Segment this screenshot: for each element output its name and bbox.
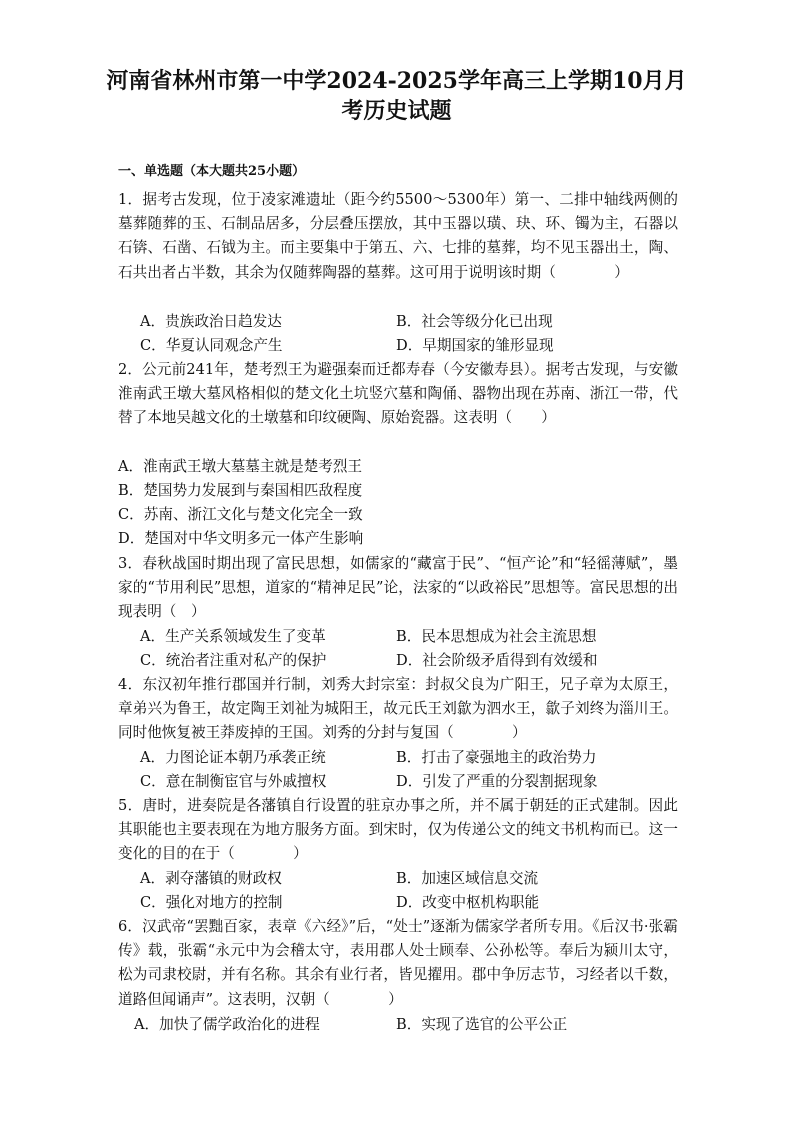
question-1-option-b[interactable]: B．社会等级分化已出现: [396, 313, 553, 330]
question-4-options-row-2: [140, 770, 680, 794]
question-3-option-c[interactable]: C．统治者注重对私产的保护: [140, 652, 327, 669]
exam-title-line-2: 考历史试题: [341, 98, 452, 124]
question-2-option-d[interactable]: D．楚国对中华文明多元一体产生影响: [118, 530, 364, 547]
question-4-option-c[interactable]: C．意在制衡宦官与外戚擅权: [140, 773, 327, 790]
exam-title-line-1: 河南省林州市第一中学2024-2025学年高三上学期10月月: [106, 68, 687, 94]
question-6-option-b[interactable]: B．实现了选官的公平公正: [396, 1016, 568, 1033]
question-3-stem: 3．春秋战国时期出现了富民思想，如儒家的“藏富于民”、“恒产论”和“轻徭薄赋”，墨家的“节用利民”思想，道家的“精神足民”论，法家的“以政裕民”思想等。富民思想的出现表明（ ）: [118, 555, 678, 621]
question-1-option-d[interactable]: D．早期国家的雏形显现: [396, 337, 554, 354]
question-1-stem: 1．据考古发现，位于凌家滩遗址（距今约5500～5300年）第一、二排中轴线两侧的墓葬随葬的玉、石制品居多，分层叠压摆放，其中玉器以璜、玦、环、镯为主，石器以石锛、石凿、石钺为主。而主要集中于第五、六、七排的墓葬，均不见玉器出土，陶、石共出者占半数，其余为仅随葬陶器的墓葬。这可用于说明该时期（ ）: [118, 191, 678, 281]
question-4-option-a[interactable]: A．力图论证本朝乃承袭正统: [140, 749, 326, 766]
question-1-options-row-2: [140, 334, 680, 358]
question-6-stem: 6．汉武帝“罢黜百家，表章《六经》”后，“处士”逐渐为儒家学者所专用。《后汉书·张霸传》载，张霸“永元中为会稽太守，表用郡人处士顾奉、公孙松等。奉后为颍川太守，松为司隶校尉，并有名称。其余有业行者，皆见擢用。郡中争厉志节，习经者以千数，道路但闻诵声”。这表明，汉朝（ ）: [118, 918, 678, 1008]
section-heading: 一、单选题（本大题共25小题）: [118, 164, 306, 179]
question-2-option-a[interactable]: A．淮南武王墩大墓墓主就是楚考烈王: [118, 458, 363, 475]
question-1-options-row-1: [140, 310, 680, 334]
question-4-stem: 4．东汉初年推行郡国并行制，刘秀大封宗室：封叔父良为广阳王，兄子章为太原王，章弟兴为鲁王，故定陶王刘祉为城阳王，故元氏王刘歙为泗水王，歙子刘终为淄川王。同时他恢复被王莽废掉的王国。刘秀的分封与复国（ ）: [118, 676, 678, 742]
question-2-option-b[interactable]: B．楚国势力发展到与秦国相匹敌程度: [118, 482, 363, 499]
question-2-option-c[interactable]: C．苏南、浙江文化与楚文化完全一致: [118, 506, 363, 523]
question-5-options-row-2: [140, 891, 680, 915]
question-2-stem: 2．公元前241年，楚考烈王为避强秦而迁都寿春（今安徽寿县）。据考古发现，与安徽淮南武王墩大墓风格相似的楚文化土坑竖穴墓和陶俑、器物出现在苏南、浙江一带，代替了本地吴越文化的土墩墓和印纹硬陶、原始瓷器。这表明（ ）: [118, 361, 678, 427]
question-1-option-c[interactable]: C．华夏认同观念产生: [140, 337, 283, 354]
question-3-options-row-1: [140, 625, 680, 649]
question-5-option-d[interactable]: D．改变中枢机构职能: [396, 894, 540, 911]
question-3-option-d[interactable]: D．社会阶级矛盾得到有效缓和: [396, 652, 598, 669]
question-5-option-a[interactable]: A．剥夺藩镇的财政权: [140, 870, 282, 887]
question-5-option-c[interactable]: C．强化对地方的控制: [140, 894, 283, 911]
question-4-option-d[interactable]: D．引发了严重的分裂割据现象: [396, 773, 598, 790]
question-3-options-row-2: [140, 649, 680, 673]
question-5-stem: 5．唐时，进奏院是各藩镇自行设置的驻京办事之所，并不属于朝廷的正式建制。因此其职能也主要表现在为地方服务方面。到宋时，仅为传递公文的纯文书机构而已。这一变化的目的在于（ ）: [118, 797, 678, 863]
question-5-option-b[interactable]: B．加速区域信息交流: [396, 870, 539, 887]
question-4-option-b[interactable]: B．打击了豪强地主的政治势力: [396, 749, 597, 766]
question-3-option-b[interactable]: B．民本思想成为社会主流思想: [396, 628, 597, 645]
question-3-option-a[interactable]: A．生产关系领域发生了变革: [140, 628, 326, 645]
question-6-option-a[interactable]: A．加快了儒学政治化的进程: [134, 1016, 320, 1033]
question-1-option-a[interactable]: A．贵族政治日趋发达: [140, 313, 282, 330]
question-6-options-row-1: [134, 1013, 674, 1037]
question-4-options-row-1: [140, 746, 680, 770]
question-5-options-row-1: [140, 867, 680, 891]
